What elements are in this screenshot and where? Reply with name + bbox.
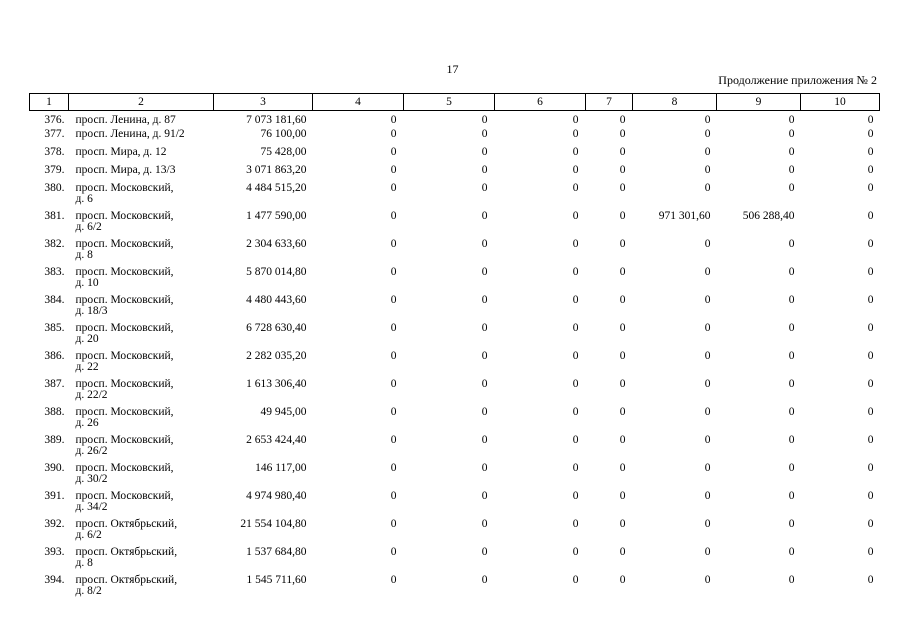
cell-col-10: 0 [867,433,874,446]
cell-col-9: 0 [788,349,795,362]
column-header: 10 [801,94,880,111]
cell-col-5: 0 [481,405,488,418]
cell-col-9: 0 [788,573,795,586]
cell-col-3: 21 554 104,80 [240,517,307,530]
cell-col-4: 0 [390,573,397,586]
row-number: 391. [44,489,65,502]
cell-col-3: 75 428,00 [260,145,307,158]
row-number: 383. [44,265,65,278]
address-line-2: д. 10 [75,276,99,289]
address-line-1: просп. Московский, [75,237,174,250]
column-header: 3 [214,94,313,111]
cell-col-5: 0 [481,489,488,502]
row-number: 376. [44,114,65,126]
cell-col-6: 0 [572,114,579,126]
cell-col-7: 0 [619,237,626,250]
address-line-1: просп. Ленина, д. 87 [75,114,176,126]
cell-col-10: 0 [867,517,874,530]
cell-col-5: 0 [481,433,488,446]
address-line-1: просп. Октябрьский, [75,517,178,530]
address-line-1: просп. Московский, [75,321,174,334]
cell-col-7: 0 [619,405,626,418]
cell-col-9: 0 [788,377,795,390]
cell-col-4: 0 [390,461,397,474]
cell-col-6: 0 [572,573,579,586]
cell-col-10: 0 [867,145,874,158]
address-line-1: просп. Московский, [75,181,174,194]
address-line-2: д. 22 [75,360,99,373]
cell-col-9: 0 [788,517,795,530]
address-line-1: просп. Московский, [75,349,174,362]
cell-col-10: 0 [867,181,874,194]
cell-col-10: 0 [867,265,874,278]
address-cell [69,379,214,407]
cell-col-7: 0 [619,293,626,306]
cell-col-10: 0 [867,489,874,502]
cell-col-7: 0 [619,127,626,140]
address-line-1: просп. Мира, д. 12 [75,145,167,158]
row-number: 386. [44,349,65,362]
cell-col-8: 0 [704,377,711,390]
cell-col-5: 0 [481,237,488,250]
column-header: 5 [404,94,495,111]
address-line-2: д. 8 [75,248,93,261]
address-cell [69,435,214,463]
address-line-2: д. 6/2 [75,220,102,233]
cell-col-10: 0 [867,209,874,222]
cell-col-3: 1 613 306,40 [246,377,307,390]
table-row [30,267,880,295]
address-line-1: просп. Московский, [75,405,174,418]
cell-col-7: 0 [619,517,626,530]
appendix-continuation-note: Продолжение приложения № 2 [718,73,877,87]
address-line-1: просп. Мира, д. 13/3 [75,163,176,176]
cell-col-4: 0 [390,405,397,418]
cell-col-3: 6 728 630,40 [246,321,307,334]
cell-col-5: 0 [481,127,488,140]
address-line-2: д. 34/2 [75,500,108,513]
address-line-2: д. 26/2 [75,444,108,457]
cell-col-7: 0 [619,545,626,558]
cell-col-8: 0 [704,405,711,418]
cell-col-8: 0 [704,545,711,558]
column-header: 4 [313,94,404,111]
table-body [30,111,880,603]
row-number: 390. [44,461,65,474]
table-row [30,463,880,491]
cell-col-9: 0 [788,181,795,194]
cell-col-9: 0 [788,114,795,126]
cell-col-6: 0 [572,433,579,446]
cell-col-5: 0 [481,517,488,530]
address-line-2: д. 22/2 [75,388,108,401]
table-row [30,111,880,129]
cell-col-3: 1 477 590,00 [246,209,307,222]
cell-col-8: 0 [704,573,711,586]
column-header: 1 [30,94,69,111]
cell-col-6: 0 [572,321,579,334]
cell-col-4: 0 [390,321,397,334]
cell-col-5: 0 [481,209,488,222]
cell-col-9: 506 288,40 [742,209,795,222]
cell-col-8: 0 [704,293,711,306]
cell-col-3: 76 100,00 [260,127,307,140]
cell-col-3: 2 653 424,40 [246,433,307,446]
cell-col-4: 0 [390,517,397,530]
address-cell [69,351,214,379]
cell-col-5: 0 [481,181,488,194]
table-row [30,147,880,165]
cell-col-6: 0 [572,127,579,140]
cell-col-4: 0 [390,265,397,278]
row-number: 382. [44,237,65,250]
table-row [30,183,880,211]
cell-col-7: 0 [619,163,626,176]
row-number: 394. [44,573,65,586]
cell-col-9: 0 [788,405,795,418]
cell-col-3: 3 071 863,20 [246,163,307,176]
cell-col-5: 0 [481,163,488,176]
address-cell [69,323,214,351]
address-line-2: д. 6 [75,192,93,205]
cell-col-6: 0 [572,461,579,474]
cell-col-7: 0 [619,489,626,502]
cell-col-6: 0 [572,377,579,390]
cell-col-10: 0 [867,127,874,140]
table-header [30,94,880,111]
row-number: 379. [44,163,65,176]
address-cell [69,575,214,603]
cell-col-8: 0 [704,489,711,502]
address-cell [69,491,214,519]
address-line-2: д. 8 [75,556,93,569]
cell-col-5: 0 [481,293,488,306]
row-number: 387. [44,377,65,390]
address-line-2: д. 8/2 [75,584,102,597]
cell-col-7: 0 [619,181,626,194]
table-row [30,547,880,575]
cell-col-4: 0 [390,114,397,126]
table-row [30,211,880,239]
cell-col-8: 0 [704,265,711,278]
table-row [30,295,880,323]
cell-col-10: 0 [867,237,874,250]
address-line-1: просп. Московский, [75,265,174,278]
cell-col-3: 146 117,00 [255,461,307,474]
address-cell [69,239,214,267]
table-row [30,165,880,183]
cell-col-6: 0 [572,145,579,158]
cell-col-3: 2 304 633,60 [246,237,307,250]
cell-col-8: 0 [704,517,711,530]
cell-col-3: 49 945,00 [260,405,307,418]
address-cell [69,407,214,435]
cell-col-7: 0 [619,265,626,278]
table-row [30,351,880,379]
address-cell [69,111,214,129]
cell-col-4: 0 [390,349,397,362]
cell-col-9: 0 [788,461,795,474]
cell-col-10: 0 [867,163,874,176]
cell-col-10: 0 [867,377,874,390]
cell-col-9: 0 [788,433,795,446]
cell-col-4: 0 [390,145,397,158]
cell-col-8: 0 [704,349,711,362]
cell-col-4: 0 [390,293,397,306]
row-number: 388. [44,405,65,418]
row-number: 385. [44,321,65,334]
page-number: 17 [446,62,459,76]
address-cell [69,147,214,165]
cell-col-6: 0 [572,405,579,418]
address-line-2: д. 18/3 [75,304,108,317]
cell-col-3: 4 974 980,40 [246,489,307,502]
cell-col-6: 0 [572,489,579,502]
cell-col-10: 0 [867,573,874,586]
address-line-1: просп. Московский, [75,209,174,222]
cell-col-3: 2 282 035,20 [246,349,307,362]
data-table [29,93,880,603]
cell-col-6: 0 [572,545,579,558]
address-cell [69,129,214,147]
cell-col-8: 971 301,60 [658,209,711,222]
column-header: 6 [495,94,586,111]
row-number: 393. [44,545,65,558]
address-line-1: просп. Московский, [75,461,174,474]
cell-col-4: 0 [390,163,397,176]
table-row [30,129,880,147]
address-cell [69,183,214,211]
cell-col-9: 0 [788,265,795,278]
address-cell [69,211,214,239]
column-header: 2 [69,94,214,111]
cell-col-3: 1 537 684,80 [246,545,307,558]
row-number: 377. [44,127,65,140]
cell-col-5: 0 [481,349,488,362]
cell-col-9: 0 [788,545,795,558]
cell-col-9: 0 [788,127,795,140]
cell-col-8: 0 [704,127,711,140]
address-line-2: д. 20 [75,332,99,345]
column-header: 9 [717,94,801,111]
cell-col-8: 0 [704,237,711,250]
cell-col-5: 0 [481,265,488,278]
table-row [30,379,880,407]
cell-col-9: 0 [788,293,795,306]
cell-col-8: 0 [704,145,711,158]
cell-col-4: 0 [390,237,397,250]
cell-col-10: 0 [867,349,874,362]
cell-col-9: 0 [788,237,795,250]
cell-col-10: 0 [867,293,874,306]
cell-col-7: 0 [619,377,626,390]
address-cell [69,165,214,183]
column-header: 8 [633,94,717,111]
cell-col-4: 0 [390,433,397,446]
address-line-1: просп. Московский, [75,489,174,502]
cell-col-5: 0 [481,321,488,334]
address-line-1: просп. Ленина, д. 91/2 [75,127,185,140]
cell-col-9: 0 [788,145,795,158]
address-line-2: д. 6/2 [75,528,102,541]
cell-col-8: 0 [704,114,711,126]
cell-col-7: 0 [619,114,626,126]
cell-col-8: 0 [704,433,711,446]
cell-col-4: 0 [390,127,397,140]
row-number: 381. [44,209,65,222]
cell-col-5: 0 [481,377,488,390]
cell-col-7: 0 [619,461,626,474]
address-line-2: д. 30/2 [75,472,108,485]
cell-col-5: 0 [481,145,488,158]
cell-col-8: 0 [704,321,711,334]
cell-col-6: 0 [572,265,579,278]
address-cell [69,547,214,575]
cell-col-4: 0 [390,377,397,390]
address-line-2: д. 26 [75,416,99,429]
cell-col-7: 0 [619,433,626,446]
cell-col-4: 0 [390,209,397,222]
cell-col-4: 0 [390,181,397,194]
cell-col-4: 0 [390,489,397,502]
cell-col-3: 4 484 515,20 [246,181,307,194]
row-number: 392. [44,517,65,530]
cell-col-8: 0 [704,181,711,194]
cell-col-6: 0 [572,209,579,222]
row-number: 380. [44,181,65,194]
row-number: 389. [44,433,65,446]
address-cell [69,463,214,491]
table-row [30,435,880,463]
cell-col-9: 0 [788,321,795,334]
cell-col-3: 5 870 014,80 [246,265,307,278]
column-header: 7 [586,94,633,111]
cell-col-7: 0 [619,349,626,362]
cell-col-6: 0 [572,349,579,362]
cell-col-7: 0 [619,145,626,158]
row-number: 384. [44,293,65,306]
cell-col-6: 0 [572,163,579,176]
address-line-1: просп. Октябрьский, [75,573,178,586]
cell-col-6: 0 [572,517,579,530]
cell-col-10: 0 [867,461,874,474]
table-row [30,575,880,603]
table-row [30,407,880,435]
address-cell [69,295,214,323]
table-row [30,491,880,519]
cell-col-10: 0 [867,321,874,334]
cell-col-7: 0 [619,321,626,334]
address-line-1: просп. Московский, [75,293,174,306]
cell-col-5: 0 [481,573,488,586]
cell-col-4: 0 [390,545,397,558]
table-row [30,519,880,547]
cell-col-10: 0 [867,114,874,126]
cell-col-5: 0 [481,114,488,126]
cell-col-5: 0 [481,461,488,474]
address-cell [69,519,214,547]
cell-col-9: 0 [788,163,795,176]
cell-col-5: 0 [481,545,488,558]
cell-col-6: 0 [572,181,579,194]
address-line-1: просп. Московский, [75,433,174,446]
cell-col-10: 0 [867,405,874,418]
cell-col-10: 0 [867,545,874,558]
address-cell [69,267,214,295]
header-row [30,94,880,111]
table-row [30,239,880,267]
cell-col-3: 4 480 443,60 [246,293,307,306]
cell-col-7: 0 [619,209,626,222]
cell-col-8: 0 [704,163,711,176]
cell-col-9: 0 [788,489,795,502]
address-line-1: просп. Московский, [75,377,174,390]
cell-col-8: 0 [704,461,711,474]
cell-col-7: 0 [619,573,626,586]
table-row [30,323,880,351]
address-line-1: просп. Октябрьский, [75,545,178,558]
cell-col-6: 0 [572,293,579,306]
cell-col-3: 7 073 181,60 [246,114,307,126]
cell-col-6: 0 [572,237,579,250]
row-number: 378. [44,145,65,158]
cell-col-3: 1 545 711,60 [246,573,307,586]
